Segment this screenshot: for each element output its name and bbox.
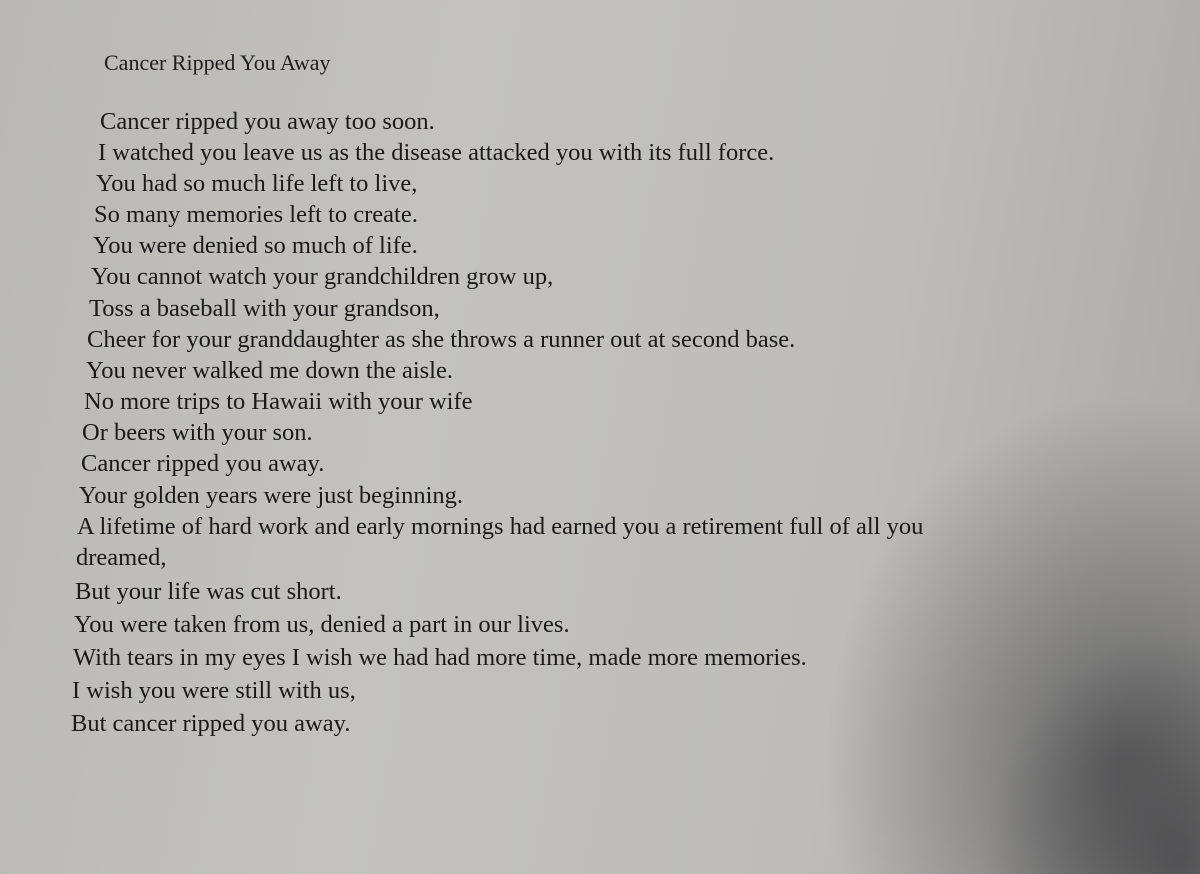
poem-line-9: You never walked me down the aisle. <box>86 357 453 384</box>
poem-line-18: With tears in my eyes I wish we had had more time, made more memories. <box>73 644 807 671</box>
poem-line-13: Your golden years were just beginning. <box>79 482 464 509</box>
poem-line-20: But cancer ripped you away. <box>71 710 351 737</box>
poem-line-14: A lifetime of hard work and early mornings had earned you a retirement full of all you <box>77 513 924 540</box>
poem-line-7: Toss a baseball with your grandson, <box>89 295 440 322</box>
poem-title: Cancer Ripped You Away <box>104 50 331 75</box>
poem-line-11: Or beers with your son. <box>82 419 313 446</box>
poem-line-12: Cancer ripped you away. <box>81 450 325 477</box>
poem-line-15: dreamed, <box>76 544 167 571</box>
poem-line-17: You were taken from us, denied a part in our lives. <box>74 611 570 638</box>
poem-line-16: But your life was cut short. <box>75 578 342 605</box>
poem-line-5: You were denied so much of life. <box>93 232 418 259</box>
poem-line-4: So many memories left to create. <box>94 201 418 228</box>
poem-line-6: You cannot watch your grandchildren grow up, <box>91 263 554 290</box>
poem-line-10: No more trips to Hawaii with your wife <box>84 388 473 415</box>
poem-line-3: You had so much life left to live, <box>96 170 418 197</box>
poem-line-8: Cheer for your granddaughter as she throws a runner out at second base. <box>87 326 796 353</box>
poem-line-19: I wish you were still with us, <box>72 677 356 704</box>
poem-line-1: Cancer ripped you away too soon. <box>100 108 435 135</box>
poem-line-2: I watched you leave us as the disease attacked you with its full force. <box>98 139 775 166</box>
